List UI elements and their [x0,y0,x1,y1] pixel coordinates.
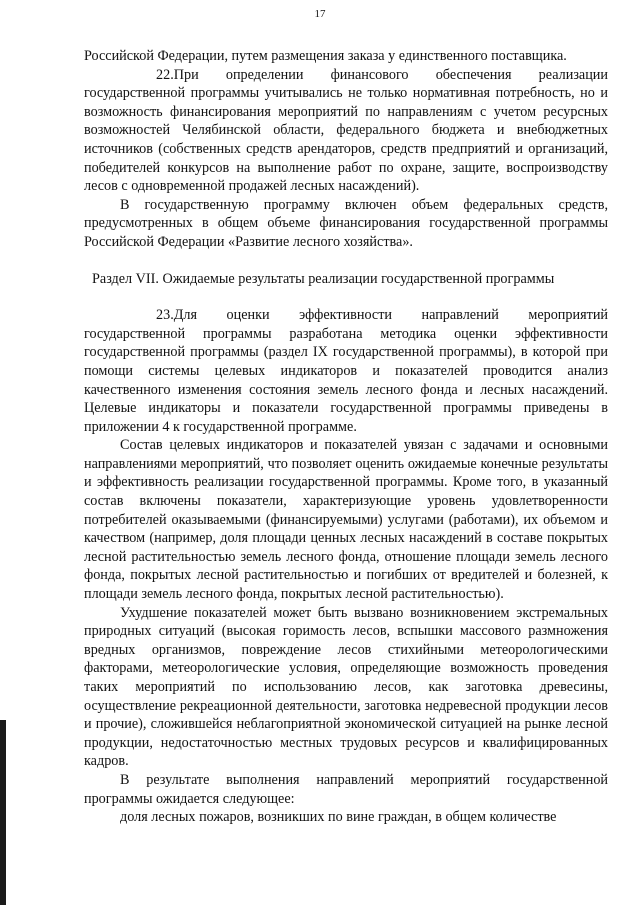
paragraph-federal-funds [84,196,608,252]
paragraph-fires-share [84,808,608,827]
paragraph-text: Российской Федерации, путем размещения заказа у единственного поставщика. [84,48,567,64]
paragraph-continuation [84,47,608,66]
paragraph-text: Состав целевых индикаторов и показателей увязан с задачами и основными направлениями мероприятий, что позволяет оценить ожидаемые конечные результаты и эффективность реализации государственной программы. Кроме того, в указанный состав включены показатели, характеризующие уровень удовлетворенности потребителей оказываемыми (финансируемыми) услугами (работами), их объемом и качеством (например, доля площади ценных лесных насаждений в составе покрытых лесной растительностью земель лесного фонда, отношение площади земель лесного фонда, покрытых лесной растительностью и погибших от вредителей и болезней, к площади земель лесного фонда, покрытых лесной растительностью). [84,437,608,603]
section-heading: Раздел VII. Ожидаемые результаты реализации государственной программы [92,270,555,287]
paragraph-indicators [84,436,608,603]
paragraph-text: Для оценки эффективности направлений мероприятий государственной программы разработана методика оценки эффективности государственной программы (раздел IX государственной программы), в которой при помощи системы целевых индикаторов и показателей проводится анализ качественного изменения состояния земель лесного фонда и лесных насаждений. Целевые индикаторы и показатели государственной программы приведены в приложении 4 к государственной программе. [84,307,608,435]
document-body [84,47,608,827]
scan-edge-shadow [0,720,6,905]
paragraph-text: В государственную программу включен объем федеральных средств, предусмотренных в общем объеме финансирования государственной программы Российской Федерации «Развитие лесного хозяйства». [84,196,608,250]
paragraph-text: В результате выполнения направлений мероприятий государственной программы ожидается следующее: [84,771,608,807]
paragraph-22 [84,66,608,196]
paragraph-number: 23. [156,307,174,324]
paragraph-number: 22. [156,66,174,83]
paragraph-expected-results [84,771,608,808]
paragraph-text: доля лесных пожаров, возникших по вине граждан, в общем количестве [120,809,557,826]
paragraph-23 [84,306,608,436]
page-number: 17 [314,8,326,20]
paragraph-text: Ухудшение показателей может быть вызвано возникновением экстремальных природных ситуаций (высокая горимость лесов, вспышки массового размножения вредных организмов, повреждение лесов стихийными метеорологическими факторами, метеорологические условия, определяющие возможность проведения таких мероприятий по использованию лесов, как заготовка древесины, осуществление рекреационной деятельности, заготовка недревесной продукции лесов и прочие), сложившейся неблагоприятной экономической ситуацией на рынке лесной продукции, недостаточностью местных трудовых ресурсов и квалифицированных кадров. [84,604,608,770]
paragraph-deterioration [84,604,608,771]
paragraph-text: При определении финансового обеспечения реализации государственной программы учитывались не только нормативная потребность, но и возможность финансирования мероприятий по направлениям с учетом ресурсных возможностей Челябинской области, федерального бюджета и внебюджетных источников (собственных средств арендаторов, средств предприятий и организаций, победителей конкурсов на выполнение работ по охране, защите, воспроизводству лесов с одновременной продажей лесных насаждений). [84,66,608,195]
